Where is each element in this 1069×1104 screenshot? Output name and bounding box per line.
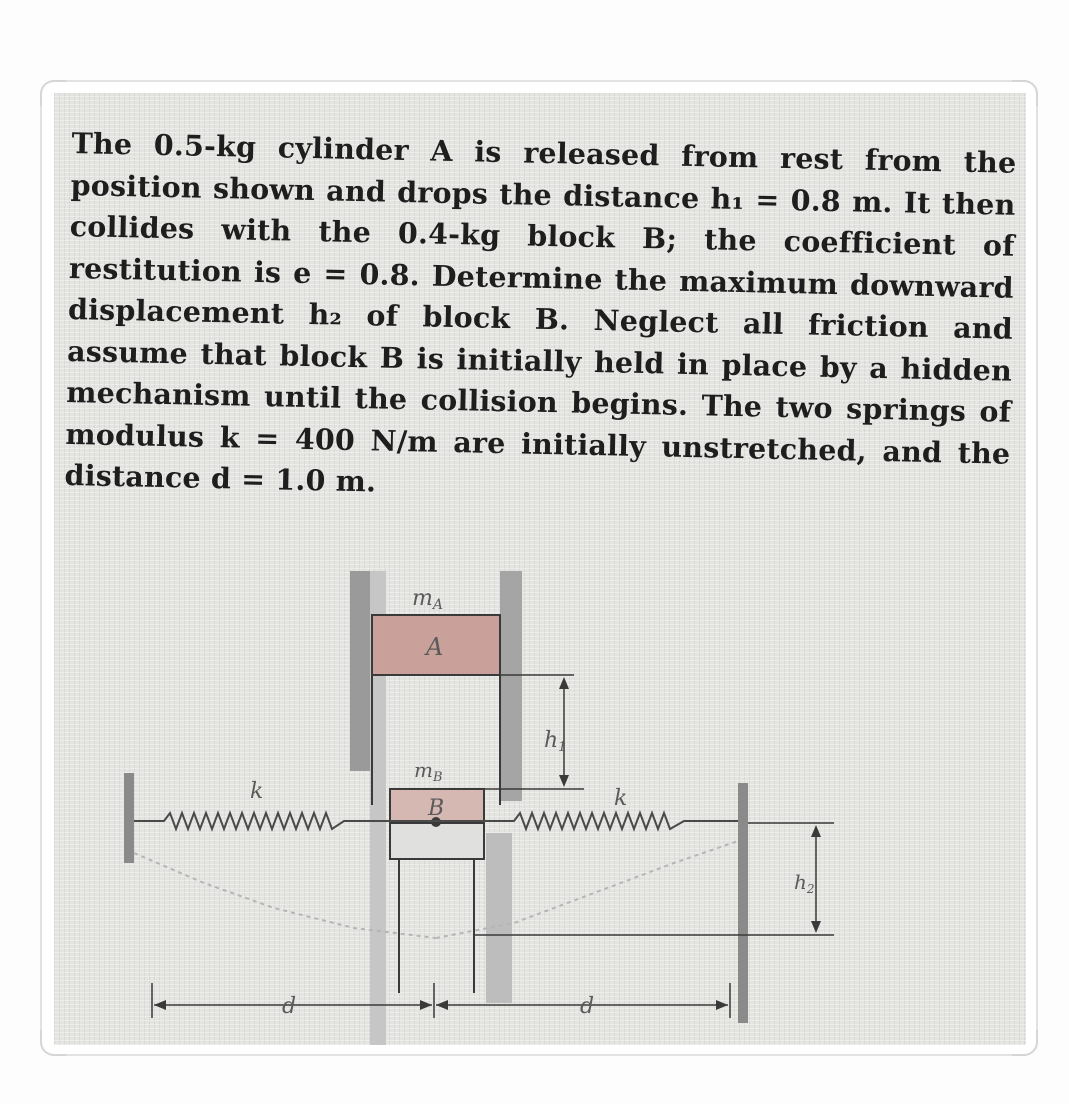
right-support-wall <box>738 783 748 1023</box>
h2-arrow-up-head <box>811 825 821 837</box>
h1-label: h1 <box>544 728 567 755</box>
spring-left-label: k <box>250 779 264 804</box>
h1-arrow-up-head <box>559 677 569 689</box>
right-guide-lower <box>486 833 512 1003</box>
h2-arrow-down-head <box>811 921 821 933</box>
mass-a-label: mA <box>412 586 443 613</box>
left-spring-deflected <box>134 853 436 938</box>
left-guide-wall <box>350 571 370 771</box>
d-left-arrow-head-2 <box>420 1000 432 1010</box>
mass-b-label: $m_B$ <box>414 758 443 785</box>
d-left-arrow-head-1 <box>154 1000 166 1010</box>
h1-arrow-down-head <box>559 775 569 787</box>
cylinder-a-label: A <box>426 633 444 661</box>
block-b-lower <box>390 823 484 859</box>
d-right-label: d <box>580 994 595 1019</box>
spring-right-label: k <box>614 786 628 811</box>
d-left-label: d <box>282 994 297 1019</box>
problem-text: The 0.5-kg cylinder A is released from rest from the position shown and drops the distance h₁ = 0.8 m. It then collides with the 0.4-kg block B; the coefficient of restitution is e = 0.8. Determine the maximum downward displacement h₂ of block B. Neglect all friction and assume that block B is initially held in place by a hidden mechanism until the collision begins. The two springs of modulus k = 400 N/m are initially unstretched, and the distance d = 1.0 m. <box>64 125 1017 499</box>
mechanics-figure <box>54 93 1026 1045</box>
left-support-wall <box>124 773 134 863</box>
block-b-label: B <box>428 796 445 821</box>
h2-label: $h_2$ <box>794 870 815 896</box>
d-right-arrow-head-2 <box>716 1000 728 1010</box>
textbook-photo <box>54 93 1026 1045</box>
right-guide-wall <box>500 571 522 801</box>
d-right-arrow-head-1 <box>436 1000 448 1010</box>
